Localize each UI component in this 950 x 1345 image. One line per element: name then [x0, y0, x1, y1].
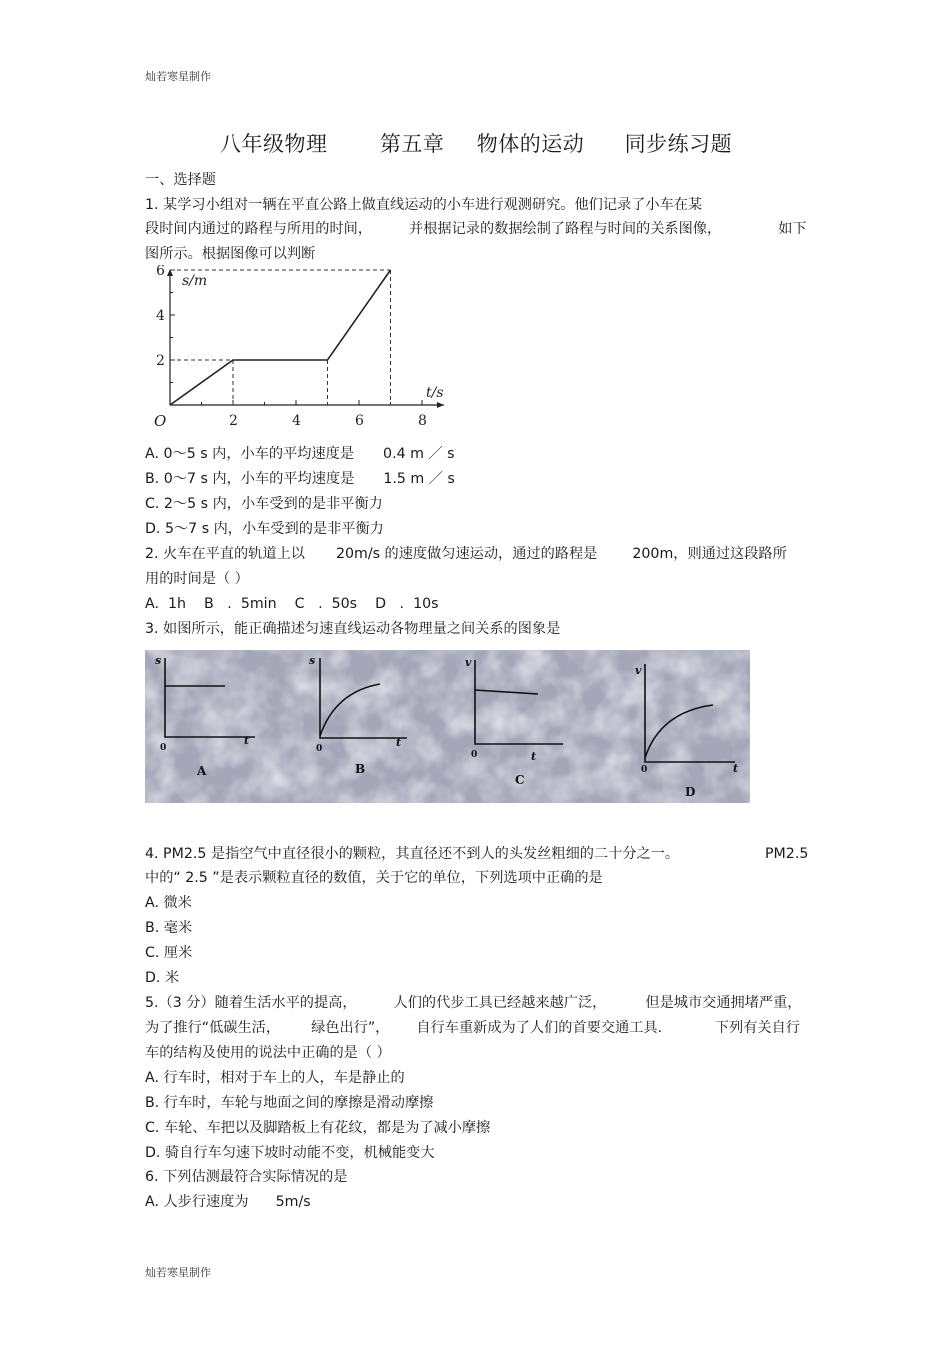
- y-axis-label: s/m: [182, 273, 208, 289]
- q1-line-2b: 并根据记录的数据绘制了路程与时间的关系图像，: [409, 221, 722, 237]
- q2-options: A. 1h B . 5min C . 50s D . 10s: [145, 596, 439, 612]
- figure-texture: [145, 650, 750, 803]
- title-part-1: 八年级物理: [220, 132, 328, 156]
- x-tick-label: 4: [292, 413, 301, 429]
- graph-d-caption: D: [685, 785, 696, 799]
- title-part-2: 第五章: [379, 132, 445, 156]
- title-part-4: 同步练习题: [624, 132, 733, 156]
- q5-line-1: [145, 994, 801, 1012]
- q6-line-1: 6. 下列估测最符合实际情况的是: [145, 1169, 348, 1185]
- graph-a-y-label: s: [155, 654, 162, 667]
- q5-line-3: 车的结构及使用的说法中正确的是（ ）: [145, 1045, 391, 1061]
- q2-line-1c: 200m，则通过这段路所: [632, 546, 787, 562]
- q5-option-c: C. 车轮、车把以及脚踏板上有花纹，都是为了减小摩擦: [145, 1120, 491, 1136]
- q4-line-1: 4. PM2.5 是指空气中直径很小的颗粒，其直径还不到人的头发丝粗细的二十分之一。: [145, 846, 680, 862]
- q5-line-2c: 自行车重新成为了人们的首要交通工具．: [416, 1020, 672, 1036]
- q5-line-2b: 绿色出行”，: [311, 1020, 390, 1036]
- q5-line-2a: 为了推行“低碳生活，: [145, 1020, 281, 1036]
- distance-time-line: [170, 270, 391, 405]
- q1-option-c: C. 2～5 s 内，小车受到的是非平衡力: [145, 496, 383, 512]
- q1-line-2: [145, 220, 807, 238]
- q4-option-d: D. 米: [145, 970, 180, 986]
- page-header: 灿若寒星制作: [145, 70, 211, 83]
- graph-d-x-label: t: [733, 762, 739, 775]
- q4-option-c: C. 厘米: [145, 945, 193, 961]
- x-tick-label: 6: [355, 413, 364, 429]
- q1-option-b-value: 1.5 m ／ s: [383, 471, 455, 487]
- section-heading: 一、选择题: [145, 172, 216, 188]
- graph-b-caption: B: [355, 762, 366, 776]
- q1-option-a: [145, 445, 455, 463]
- q5-line-2: [145, 1019, 800, 1037]
- q5-line-1a: 5.（3 分）随着生活水平的提高，: [145, 995, 357, 1011]
- q5-line-2d: 下列有关自行: [714, 1020, 800, 1036]
- q2-line-1b: 20m/s 的速度做匀速运动，通过的路程是: [335, 546, 598, 562]
- q2-line-1: [145, 545, 787, 563]
- q5-line-1b: 人们的代步工具已经越来越广泛，: [393, 995, 607, 1011]
- q1-option-d: D. 5～7 s 内，小车受到的是非平衡力: [145, 521, 384, 537]
- q1-line-2c: 如下: [778, 221, 807, 237]
- graph-a-origin: 0: [160, 743, 167, 753]
- title-part-3: 物体的运动: [476, 132, 585, 156]
- x-tick-label: 2: [229, 413, 238, 429]
- x-tick-label: 8: [418, 413, 427, 429]
- x-axis-arrow: [437, 402, 444, 408]
- x-axis-label: t/s: [426, 385, 444, 401]
- q1-option-a-value: 0.4 m ／ s: [383, 446, 455, 462]
- q6-option-a-value: 5m/s: [275, 1194, 311, 1210]
- q5-option-d: D. 骑自行车匀速下坡时动能不变，机械能变大: [145, 1145, 435, 1161]
- q6-option-a: [145, 1193, 311, 1211]
- graph-c-y-label: v: [465, 656, 472, 669]
- q1-option-a-text: A. 0～5 s 内，小车的平均速度是: [145, 446, 355, 462]
- graph-c-caption: C: [515, 773, 525, 787]
- q1-line-1: 1. 某学习小组对一辆在平直公路上做直线运动的小车进行观测研究。他们记录了小车在某: [145, 197, 703, 213]
- motion-graphs-figure: [145, 650, 750, 803]
- q2-line-2: 用的时间是（ ）: [145, 571, 249, 587]
- y-tick-label: 6: [156, 265, 165, 279]
- q1-line-3: 图所示。根据图像可以判断: [145, 246, 316, 262]
- graph-b-origin: 0: [316, 744, 323, 754]
- q3-line-1: 3. 如图所示，能正确描述匀速直线运动各物理量之间关系的图象是: [145, 621, 561, 637]
- graph-b-x-label: t: [396, 736, 402, 749]
- y-tick-label: 2: [156, 353, 165, 369]
- origin-label: O: [154, 412, 167, 430]
- q4-option-a: A. 微米: [145, 895, 192, 911]
- distance-time-chart: [140, 265, 460, 435]
- q4-line-1-end: PM2.5: [765, 846, 809, 862]
- q2-line-1a: 2. 火车在平直的轨道上以: [145, 546, 305, 562]
- q6-option-a-text: A. 人步行速度为: [145, 1194, 249, 1210]
- graph-a-caption: A: [197, 764, 207, 778]
- q1-option-b: [145, 470, 455, 488]
- page-title: [220, 128, 732, 158]
- graph-d-y-label: v: [635, 664, 642, 677]
- graph-a-x-label: t: [244, 734, 250, 747]
- q4-line-2: 中的“ 2.5 ”是表示颗粒直径的数值，关于它的单位，下列选项中正确的是: [145, 870, 603, 886]
- y-tick-label: 4: [156, 308, 165, 324]
- q5-line-1c: 但是城市交通拥堵严重，: [645, 995, 802, 1011]
- graph-c-x-label: t: [531, 750, 537, 763]
- q1-option-b-text: B. 0～7 s 内，小车的平均速度是: [145, 471, 355, 487]
- graph-b-y-label: s: [309, 654, 316, 667]
- graph-c-origin: 0: [471, 750, 478, 760]
- page-footer: 灿若寒星制作: [145, 1266, 211, 1279]
- q5-option-a: A. 行车时，相对于车上的人，车是静止的: [145, 1070, 405, 1086]
- q5-option-b: B. 行车时，车轮与地面之间的摩擦是滑动摩擦: [145, 1095, 434, 1111]
- q4-option-b: B. 毫米: [145, 920, 193, 936]
- q1-line-2a: 段时间内通过的路程与所用的时间，: [145, 221, 373, 237]
- graph-d-origin: 0: [641, 765, 648, 775]
